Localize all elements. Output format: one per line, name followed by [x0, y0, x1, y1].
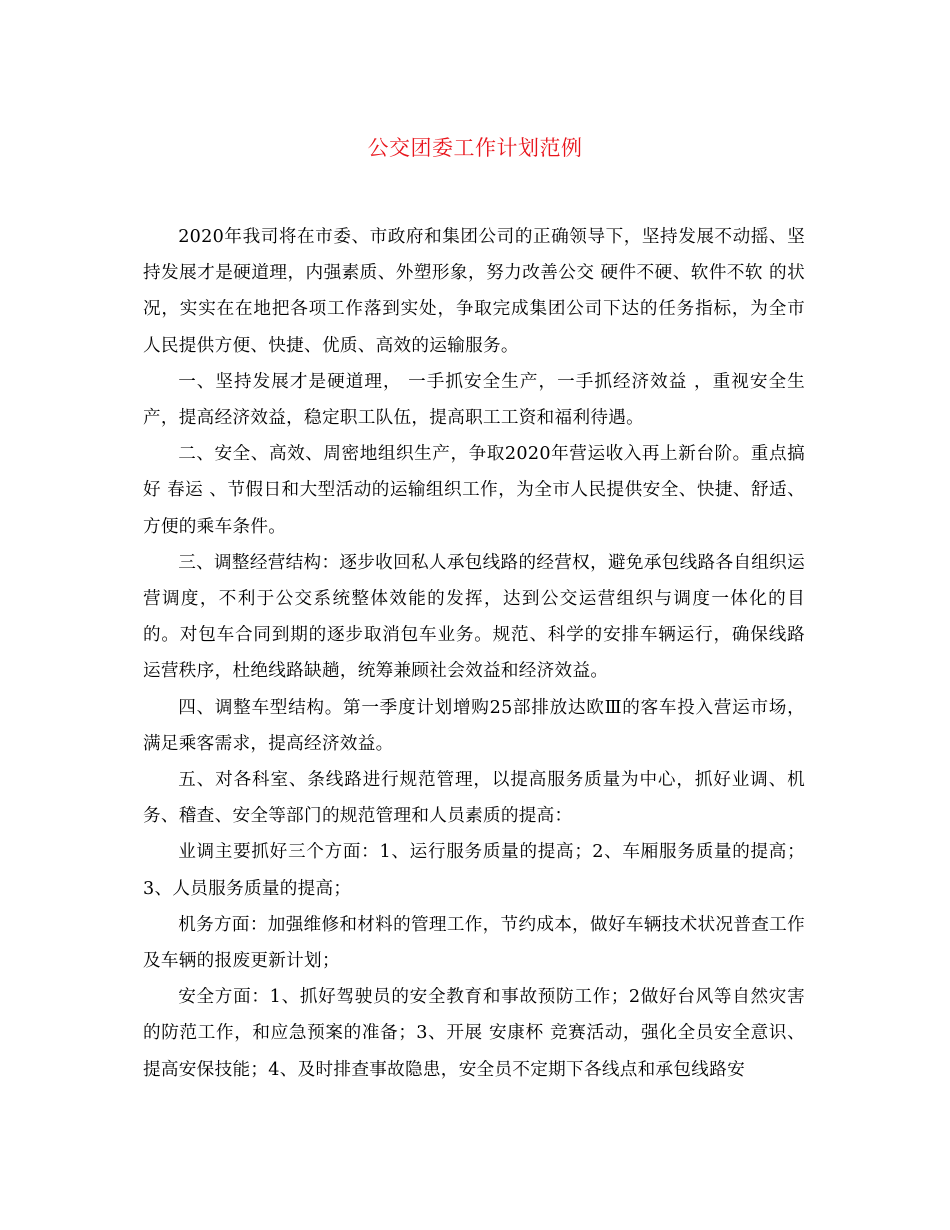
paragraph-item-3: 三、调整经营结构：逐步收回私人承包线路的经营权，避免承包线路各自组织运营调度，不利于公交系统整体效能的发挥，达到公交运营组织与调度一体化的目的。对包车合同到期的逐步取消包车业务。规范、科学的安排车辆运行，确保线路运营秩序，杜绝线路缺趟，统筹兼顾社会效益和经济效益。: [143, 552, 805, 682]
paragraph-maintenance: 机务方面：加强维修和材料的管理工作，节约成本，做好车辆技术状况普查工作及车辆的报废更新计划；: [143, 914, 805, 972]
document-body: [143, 219, 805, 1088]
paragraph-intro: 2020年我司将在市委、市政府和集团公司的正确领导下，坚持发展不动摇、坚持发展才是硬道理，内强素质、外塑形象，努力改善公交 硬件不硬、软件不软 的状况，实实在在地把各项工作落到实处，争取完成集团公司下达的任务指标，为全市人民提供方便、快捷、优质、高效的运输服务。: [143, 227, 805, 356]
paragraph-item-2: 二、安全、高效、周密地组织生产，争取2020年营运收入再上新台阶。重点搞好 春运 、节假日和大型活动的运输组织工作，为全市人民提供安全、快捷、舒适、方便的乘车条件。: [143, 444, 805, 537]
paragraph-safety: 安全方面：1、抓好驾驶员的安全教育和事故预防工作；2做好台风等自然灾害的防范工作，和应急预案的准备；3、开展 安康杯 竞赛活动，强化全员安全意识、提高安保技能；4、及时排查事故隐患，安全员不定期下各线点和承包线路安: [143, 987, 805, 1080]
paragraph-dispatch: 业调主要抓好三个方面：1、运行服务质量的提高；2、车厢服务质量的提高；3、人员服务质量的提高；: [143, 842, 805, 899]
document-title: 公交团委工作计划范例: [367, 136, 583, 160]
paragraph-item-4: 四、调整车型结构。第一季度计划增购25部排放达欧Ⅲ的客车投入营运市场，满足乘客需求，提高经济效益。: [143, 697, 805, 754]
paragraph-item-5: 五、对各科室、条线路进行规范管理，以提高服务质量为中心，抓好业调、机务、稽查、安全等部门的规范管理和人员素质的提高：: [143, 770, 805, 827]
paragraph-item-1: 一、坚持发展才是硬道理， 一手抓安全生产，一手抓经济效益 ，重视安全生产，提高经济效益，稳定职工队伍，提高职工工资和福利待遇。: [143, 371, 805, 429]
